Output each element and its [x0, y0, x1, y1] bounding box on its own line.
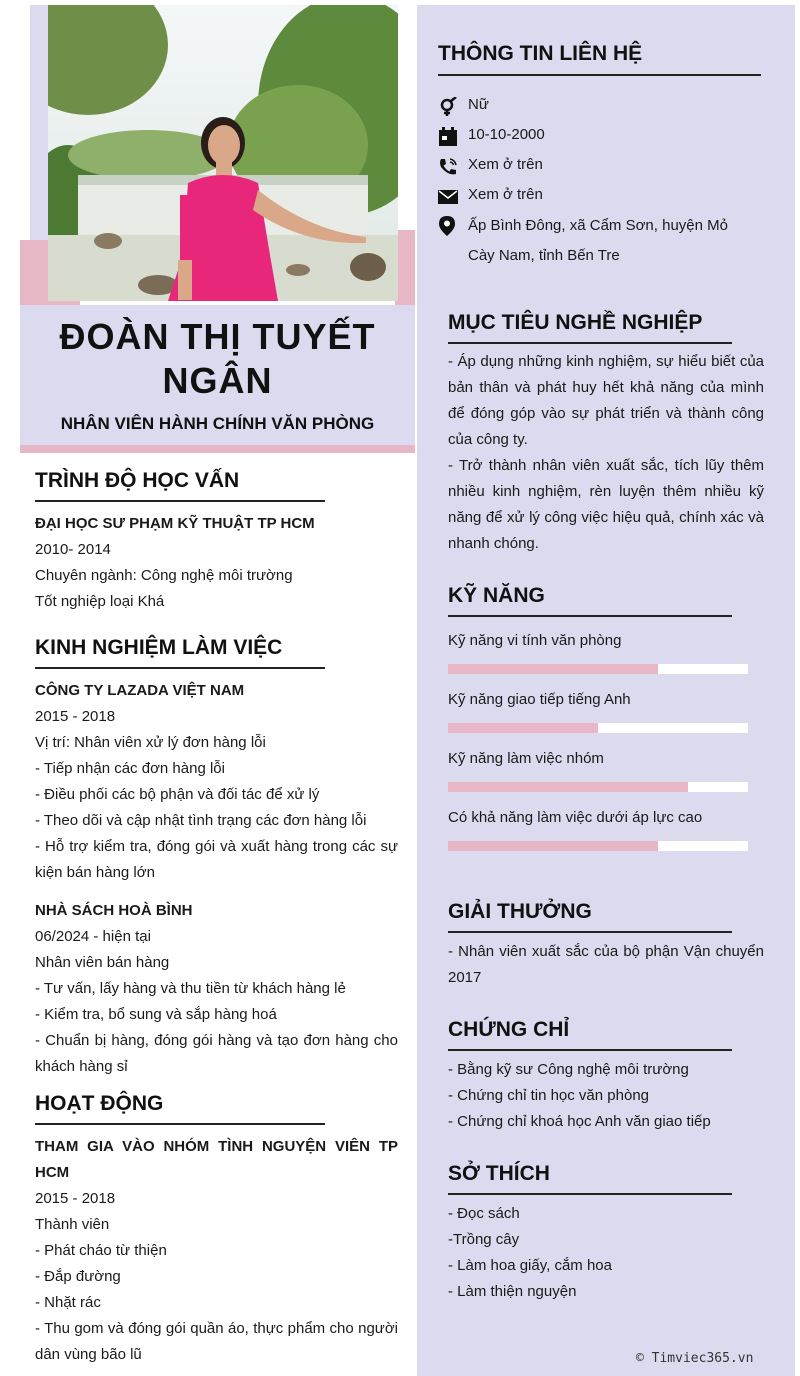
- contact-birthday-row: [438, 126, 545, 148]
- award-item: - Nhân viên xuất sắc của bộ phận Vận chuyển 2017: [448, 943, 764, 986]
- activity-period: 2015 - 2018: [35, 1190, 116, 1207]
- skill-bar-fill: [448, 723, 598, 733]
- certificates-divider: [448, 1049, 732, 1051]
- job-task: - Điều phối các bộ phận và đối tác để xử lý: [35, 786, 320, 803]
- mail-icon: [438, 186, 468, 208]
- gender-icon: [438, 96, 468, 118]
- education-school: ĐẠI HỌC SƯ PHẠM KỸ THUẬT TP HCM: [35, 515, 315, 532]
- job-company: NHÀ SÁCH HOÀ BÌNH: [35, 902, 193, 919]
- skill-bar-fill: [448, 841, 658, 851]
- contact-phone: Xem ở trên: [468, 156, 543, 173]
- contact-gender-row: [438, 96, 489, 118]
- hobbies-title: SỞ THÍCH: [448, 1162, 550, 1185]
- hobby-item: - Đọc sách: [448, 1205, 520, 1222]
- skill-bar: [448, 664, 748, 674]
- contact-birthday: 10-10-2000: [468, 126, 545, 143]
- job-task: - Chuẩn bị hàng, đóng gói hàng và tạo đơn hàng cho khách hàng sỉ: [35, 1032, 398, 1075]
- skill-bar-fill: [448, 782, 688, 792]
- certificates-block: [448, 1057, 764, 1135]
- education-title: TRÌNH ĐỘ HỌC VẤN: [35, 469, 240, 492]
- activity-task: - Nhặt rác: [35, 1294, 101, 1311]
- job-task: - Kiểm tra, bổ sung và sắp hàng hoá: [35, 1006, 277, 1023]
- hobby-item: -Trồng cây: [448, 1231, 520, 1248]
- activities-block: [35, 1134, 398, 1368]
- phone-icon: [438, 156, 468, 178]
- objective-title: MỤC TIÊU NGHỀ NGHIỆP: [448, 311, 703, 334]
- contact-title: THÔNG TIN LIÊN HỆ: [438, 42, 643, 65]
- candidate-name: ĐOÀN THỊ TUYẾT NGÂN: [59, 316, 376, 401]
- awards-title: GIẢI THƯỞNG: [448, 900, 592, 923]
- watermark-credit: © Timviec365.vn: [636, 1351, 754, 1366]
- job-task: - Theo dõi và cập nhật tình trạng các đơn hàng lỗi: [35, 812, 367, 829]
- education-grade: Tốt nghiệp loại Khá: [35, 593, 165, 610]
- activity-role: Thành viên: [35, 1216, 110, 1233]
- skill-bar: [448, 841, 748, 851]
- activity-org: THAM GIA VÀO NHÓM TÌNH NGUYỆN VIÊN TP HCM: [35, 1138, 398, 1181]
- experience-job-2: [35, 898, 398, 1080]
- candidate-job-title: NHÂN VIÊN HÀNH CHÍNH VĂN PHÒNG: [60, 414, 375, 433]
- contact-phone-row: [438, 156, 543, 178]
- certificate-item: - Bằng kỹ sư Công nghệ môi trường: [448, 1061, 689, 1078]
- map-pin-icon: [438, 211, 468, 241]
- skill-label: Kỹ năng giao tiếp tiếng Anh: [448, 691, 631, 708]
- calendar-icon: [438, 126, 468, 148]
- activity-task: - Đắp đường: [35, 1268, 121, 1285]
- hobby-item: - Làm hoa giấy, cắm hoa: [448, 1257, 612, 1274]
- education-years: 2010- 2014: [35, 541, 111, 558]
- job-task: - Tiếp nhận các đơn hàng lỗi: [35, 760, 225, 777]
- job-task: - Hỗ trợ kiểm tra, đóng gói và xuất hàng trong các sự kiện bán hàng lớn: [35, 838, 398, 881]
- objective-paragraph: - Trở thành nhân viên xuất sắc, tích lũy thêm nhiều kinh nghiệm, rèn luyện thêm nhiều kỹ năng để xử lý công việc hiệu quả, chính xác và nhanh chóng.: [448, 457, 764, 552]
- contact-gender: Nữ: [468, 96, 489, 113]
- skill-label: Có khả năng làm việc dưới áp lực cao: [448, 809, 703, 826]
- certificate-item: - Chứng chỉ tin học văn phòng: [448, 1087, 649, 1104]
- activity-task: - Thu gom và đóng gói quần áo, thực phẩm cho người dân vùng bão lũ: [35, 1320, 398, 1363]
- skill-bar-fill: [448, 664, 658, 674]
- name-box-underline: [20, 445, 415, 453]
- job-role: Nhân viên bán hàng: [35, 954, 170, 971]
- education-divider: [35, 500, 325, 502]
- hobbies-divider: [448, 1193, 732, 1195]
- hobby-item: - Làm thiện nguyện: [448, 1283, 577, 1300]
- awards-block: [448, 939, 764, 991]
- skill-label: Kỹ năng làm việc nhóm: [448, 750, 604, 767]
- contact-divider: [438, 74, 761, 76]
- objective-block: [448, 349, 764, 557]
- awards-divider: [448, 931, 732, 933]
- job-role: Vị trí: Nhân viên xử lý đơn hàng lỗi: [35, 734, 266, 751]
- contact-address: Ấp Bình Đông, xã Cẩm Sơn, huyện Mỏ Cày Nam, tỉnh Bến Tre: [468, 217, 728, 264]
- experience-title: KINH NGHIỆM LÀM VIỆC: [35, 636, 283, 659]
- job-company: CÔNG TY LAZADA VIỆT NAM: [35, 682, 245, 699]
- job-period: 06/2024 - hiện tại: [35, 928, 151, 945]
- contact-email-row: [438, 186, 543, 208]
- skills-title: KỸ NĂNG: [448, 584, 545, 607]
- experience-divider: [35, 667, 325, 669]
- certificates-title: CHỨNG CHỈ: [448, 1018, 570, 1041]
- skill-label: Kỹ năng vi tính văn phòng: [448, 632, 622, 649]
- skill-bar: [448, 723, 748, 733]
- education-block: [35, 511, 400, 615]
- job-task: - Tư vấn, lấy hàng và thu tiền từ khách hàng lẻ: [35, 980, 346, 997]
- objective-divider: [448, 342, 732, 344]
- experience-job-1: [35, 678, 398, 886]
- profile-photo: [48, 5, 398, 301]
- contact-address-row: [438, 211, 758, 271]
- activities-divider: [35, 1123, 325, 1125]
- objective-paragraph: - Áp dụng những kinh nghiệm, sự hiểu biết của bản thân và phát huy hết khả năng của mình để đóng góp vào sự phát triển và thành công của công ty.: [448, 353, 764, 448]
- skill-bar: [448, 782, 748, 792]
- hobbies-block: [448, 1201, 764, 1305]
- certificate-item: - Chứng chỉ khoá học Anh văn giao tiếp: [448, 1113, 711, 1130]
- skills-divider: [448, 615, 732, 617]
- contact-email: Xem ở trên: [468, 186, 543, 203]
- education-major: Chuyên ngành: Công nghệ môi trường: [35, 567, 293, 584]
- job-period: 2015 - 2018: [35, 708, 116, 725]
- activities-title: HOẠT ĐỘNG: [35, 1092, 164, 1115]
- pink-edge-decoration: [395, 230, 415, 308]
- activity-task: - Phát cháo từ thiện: [35, 1242, 167, 1259]
